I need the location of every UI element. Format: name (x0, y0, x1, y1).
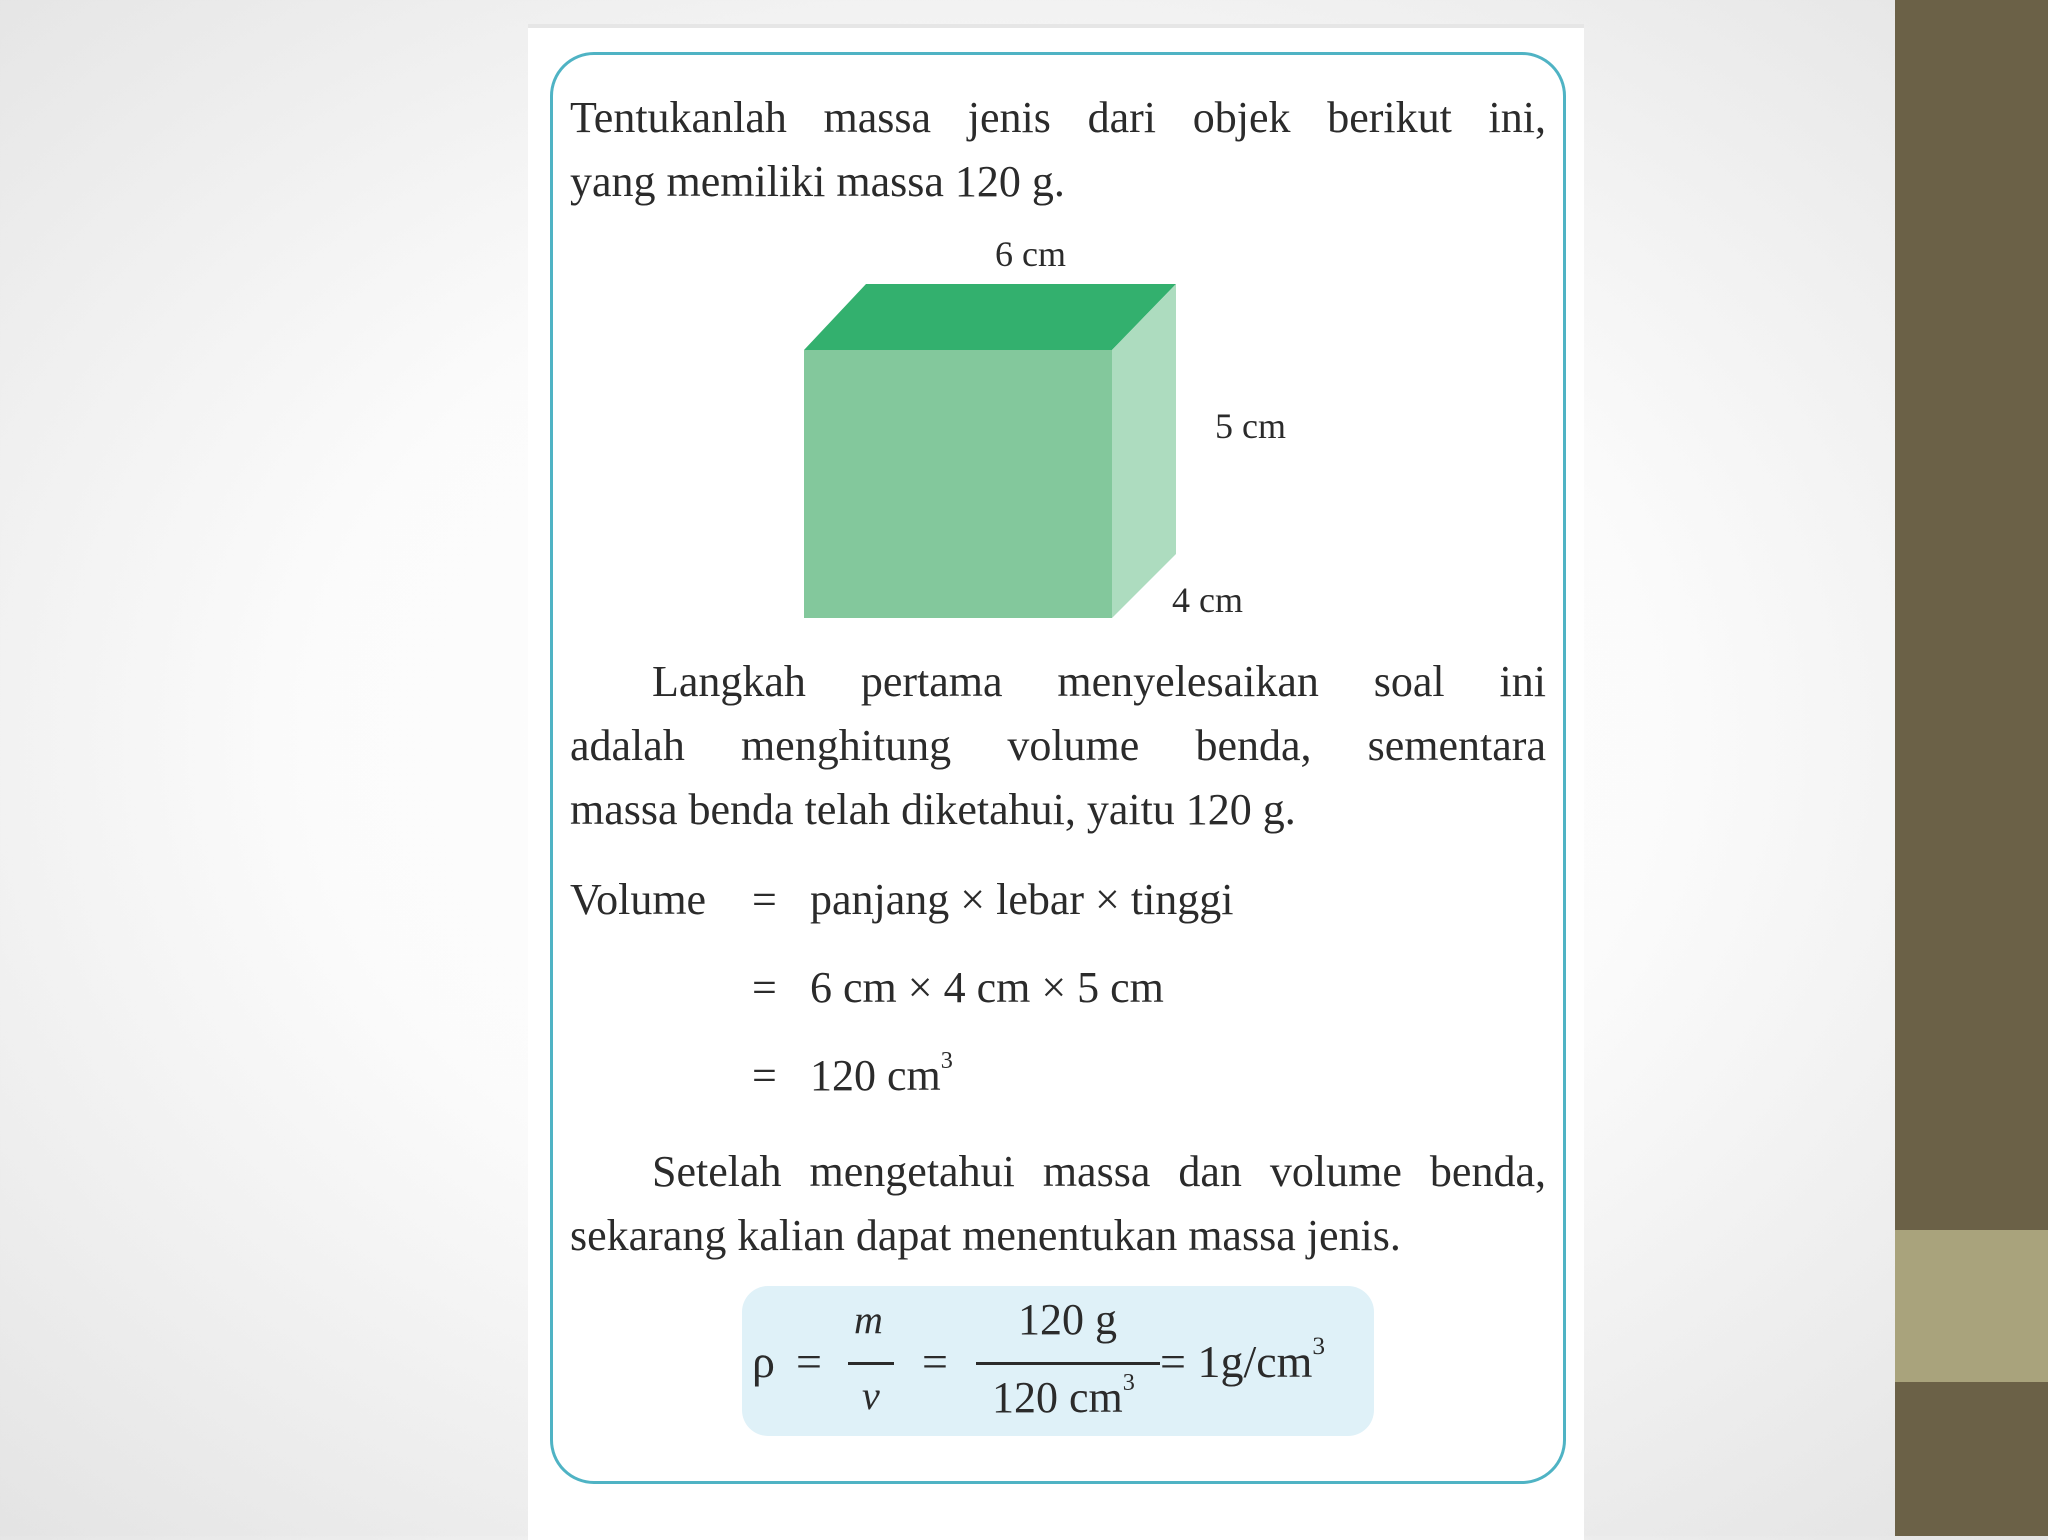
density-result-value: = 1g/cm (1160, 1336, 1313, 1387)
formula-eq-1: = (796, 1336, 822, 1387)
volume-result-exponent: 3 (940, 1047, 953, 1075)
volume-symbol: v (862, 1373, 880, 1418)
width-label: 6 cm (995, 234, 1066, 274)
volume-eq-2: = (752, 963, 777, 1012)
step1-line-2: adalah menghitung volume benda, sementara (570, 721, 1546, 770)
problem-line-2: yang memiliki massa 120 g. (570, 157, 1065, 206)
rho-symbol: ρ (752, 1336, 775, 1387)
prism-top-face (804, 284, 1176, 350)
volume-value-exponent: 3 (1122, 1369, 1135, 1397)
step2-line-1: Setelah mengetahui massa dan volume benda, (652, 1147, 1546, 1196)
density-result-exponent: 3 (1312, 1332, 1326, 1361)
step2-line-2: sekarang kalian dapat menentukan massa jenis. (570, 1211, 1401, 1260)
prism-front-face (804, 350, 1112, 618)
problem-line-1: Tentukanlah massa jenis dari objek berikut ini, (570, 93, 1546, 142)
depth-label: 4 cm (1172, 580, 1243, 620)
height-label: 5 cm (1215, 406, 1286, 446)
fraction-bar-values (976, 1362, 1160, 1365)
volume-line-2: 6 cm × 4 cm × 5 cm (810, 963, 1164, 1012)
volume-value (992, 1369, 1135, 1422)
mass-value: 120 g (1018, 1295, 1117, 1344)
step1-line-1: Langkah pertama menyelesaikan soal ini (652, 657, 1546, 706)
volume-eq-3: = (752, 1051, 777, 1100)
formula-eq-2: = (922, 1336, 948, 1387)
fraction-bar-symbols (848, 1362, 894, 1365)
rectangular-prism-figure (800, 280, 1180, 620)
volume-value-number: 120 cm (992, 1373, 1123, 1422)
volume-line-1: panjang × lebar × tinggi (810, 875, 1234, 924)
step1-line-3: massa benda telah diketahui, yaitu 120 g. (570, 785, 1296, 834)
volume-result-value: 120 cm (810, 1051, 941, 1100)
mass-symbol: m (854, 1297, 883, 1342)
volume-line-3 (810, 1044, 953, 1108)
volume-label: Volume (570, 875, 707, 924)
slide-sidebar-accent (1895, 1230, 2048, 1382)
volume-eq-1: = (752, 875, 777, 924)
density-result (1160, 1332, 1326, 1388)
